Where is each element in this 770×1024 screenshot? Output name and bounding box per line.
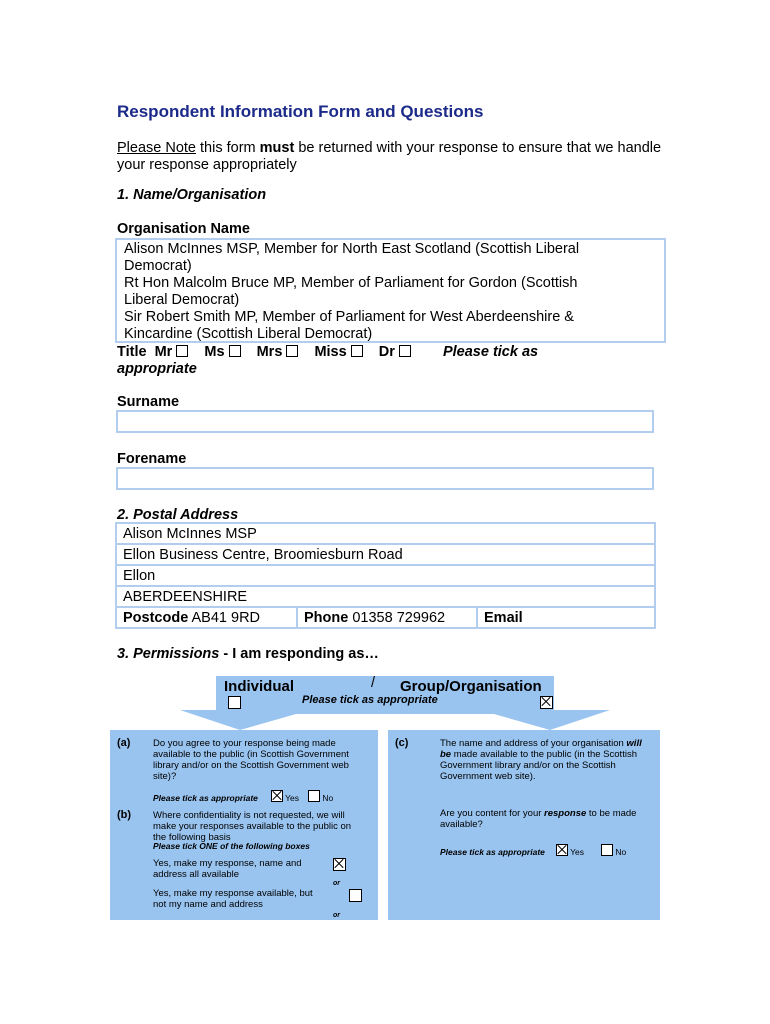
q-b-text: Where confidentiality is not requested, we will make your responses available to the public on the following basis [153, 810, 352, 843]
q-c-text-a: The name and address of your organisation [440, 738, 627, 749]
title-dr-checkbox[interactable] [399, 345, 411, 357]
org-line: Alison McInnes MSP, Member for North East Scotland (Scottish Liberal [124, 241, 580, 257]
email-cell[interactable] [477, 607, 655, 628]
group-checkbox[interactable] [540, 696, 553, 709]
address-line-1[interactable]: Alison McInnes MSP [116, 523, 655, 544]
q-a-text: Do you agree to your response being made available to the public (in Scottish Government library and/or on the Scottish Government web site)? [153, 738, 349, 782]
q-c-text-c: made available to the public (in the Scottish Government library and/or on the Scottish Government web site). [440, 749, 637, 782]
q-a-tick-note: Please tick as appropriate [153, 793, 258, 803]
please-note [117, 140, 677, 174]
q-a-no-checkbox[interactable] [308, 790, 320, 802]
title-ms-label: Ms [204, 344, 225, 360]
q-c-q-c: to be made available? [440, 808, 637, 830]
slash: / [371, 675, 376, 691]
tick-note-cont: appropriate [117, 361, 197, 377]
q-c-yes-checkbox[interactable] [556, 844, 568, 856]
or-text-1: or [333, 880, 340, 887]
forename-label: Forename [117, 451, 187, 467]
q-a-yes-checkbox[interactable] [271, 790, 283, 802]
surname-label: Surname [117, 394, 180, 410]
section-3-heading [117, 645, 379, 663]
note-text-1: this form [196, 140, 260, 156]
q-c-question [440, 808, 640, 830]
q-c-q-a: Are you content for your [440, 808, 545, 819]
address-line-4[interactable]: ABERDEENSHIRE [116, 586, 655, 607]
postcode-value: AB41 9RD [191, 609, 261, 626]
org-line: Kincardine (Scottish Liberal Democrat) [124, 326, 373, 342]
org-line: Liberal Democrat) [124, 292, 240, 308]
email-label: Email [484, 609, 523, 626]
org-line: Rt Hon Malcolm Bruce MP, Member of Parliament for Gordon (Scottish [124, 275, 578, 291]
permissions-sub: - I am responding as… [219, 646, 379, 662]
title-row [117, 344, 538, 360]
section-1-heading: 1. Name/Organisation [117, 187, 267, 203]
title-mrs-label: Mrs [256, 344, 283, 360]
org-line: Democrat) [124, 258, 192, 274]
permissions-heading: 3. Permissions [117, 646, 220, 662]
postal-address-table [115, 522, 656, 629]
respondent-type-bar [216, 676, 554, 714]
title-mr-label: Mr [154, 344, 173, 360]
forename-input[interactable] [116, 467, 654, 490]
title-label: Title [117, 344, 147, 360]
q-b-option-2: Yes, make my response available, but not my name and address [153, 888, 313, 910]
title-mr-checkbox[interactable] [176, 345, 188, 357]
q-b-option-1-checkbox[interactable] [333, 858, 346, 871]
q-b-tick-note: Please tick ONE of the following boxes [153, 841, 310, 851]
q-b-option-1: Yes, make my response, name and address all available [153, 858, 302, 880]
q-b-label: (b) [117, 809, 132, 821]
phone-label: Phone [304, 609, 349, 626]
postcode-label: Postcode [123, 609, 189, 626]
or-text-2: or [333, 912, 340, 919]
organisation-name-field[interactable] [115, 238, 666, 343]
q-c-tick-row [440, 844, 626, 858]
q-c-label: (c) [395, 737, 409, 749]
respondent-tick-note: Please tick as appropriate [302, 694, 438, 706]
q-a-label: (a) [117, 737, 131, 749]
note-text-2: be returned with your response to ensure that we handle your response appropriately [117, 140, 662, 173]
q-c-no-checkbox[interactable] [601, 844, 613, 856]
org-line: Sir Robert Smith MP, Member of Parliament for West Aberdeenshire & [124, 309, 574, 325]
q-b-option-2-checkbox[interactable] [349, 889, 362, 902]
q-a-tick-row [153, 790, 333, 804]
address-line-2[interactable]: Ellon Business Centre, Broomiesburn Road [116, 544, 655, 565]
individual-checkbox[interactable] [228, 696, 241, 709]
note-must: must [259, 140, 295, 156]
postcode-cell[interactable] [116, 607, 297, 628]
surname-input[interactable] [116, 410, 654, 433]
tick-note: Please tick as [442, 344, 539, 360]
title-miss-checkbox[interactable] [351, 345, 363, 357]
q-c-tick-note: Please tick as appropriate [440, 847, 545, 857]
q-c-q-b: response [544, 808, 587, 819]
panel-individual [110, 730, 378, 920]
title-miss-label: Miss [314, 344, 347, 360]
page-title: Respondent Information Form and Questions [117, 102, 484, 121]
q-c-text-b: will be [440, 738, 642, 760]
q-a-yes-label: Yes [285, 793, 300, 803]
section-2-heading: 2. Postal Address [117, 507, 239, 523]
title-mrs-checkbox[interactable] [286, 345, 298, 357]
q-c-yes-label: Yes [570, 847, 585, 857]
q-c-no-label: No [615, 847, 627, 857]
title-dr-label: Dr [378, 344, 395, 360]
organisation-name-label: Organisation Name [117, 221, 250, 237]
phone-cell[interactable] [297, 607, 477, 628]
panel-group [388, 730, 660, 920]
phone-value: 01358 729962 [352, 609, 446, 626]
individual-label: Individual [224, 678, 295, 695]
q-a-no-label: No [322, 793, 334, 803]
q-c-text [440, 738, 650, 782]
title-ms-checkbox[interactable] [229, 345, 241, 357]
address-line-3[interactable]: Ellon [116, 565, 655, 586]
note-lead: Please Note [117, 140, 196, 156]
group-label: Group/Organisation [400, 678, 542, 695]
